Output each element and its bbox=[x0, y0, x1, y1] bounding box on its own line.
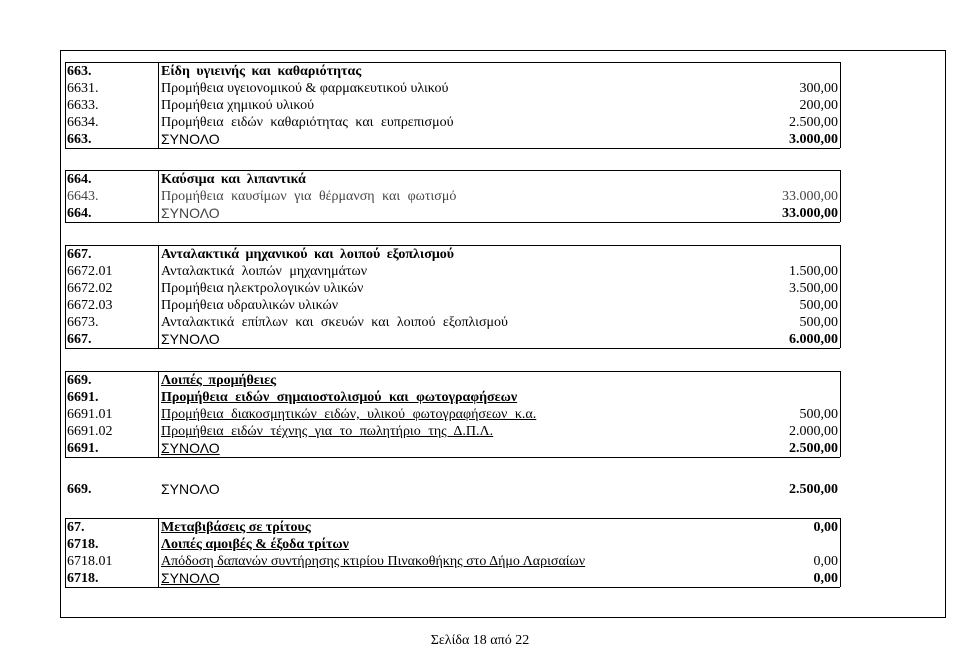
account-amount: 200,00 bbox=[799, 98, 838, 113]
table-rule bbox=[158, 170, 159, 222]
table-row bbox=[65, 171, 840, 188]
table-rule bbox=[65, 245, 840, 246]
account-amount: 500,00 bbox=[799, 407, 838, 422]
table-row bbox=[65, 263, 840, 280]
account-code: 6643. bbox=[67, 189, 99, 204]
table-row bbox=[65, 519, 840, 536]
account-description: Απόδοση δαπανών συντήρησης κτιρίου Πινακοθήκης στο Δήμο Λαρισαίων bbox=[161, 554, 586, 569]
account-code: 6633. bbox=[67, 98, 99, 113]
account-amount: 500,00 bbox=[799, 315, 838, 330]
table-row bbox=[65, 372, 840, 389]
account-code: 6672.03 bbox=[67, 298, 113, 313]
account-amount: 300,00 bbox=[799, 81, 838, 96]
account-amount: 500,00 bbox=[799, 298, 838, 313]
table-rule bbox=[65, 148, 840, 149]
account-code: 6672.01 bbox=[67, 264, 113, 279]
account-description: Προμήθεια ηλεκτρολογικών υλικών bbox=[161, 281, 364, 296]
total-row bbox=[65, 131, 840, 148]
table-rule bbox=[840, 170, 841, 222]
table-rule bbox=[158, 245, 159, 348]
table-rule bbox=[65, 62, 66, 148]
table-row bbox=[65, 423, 840, 440]
table-rule bbox=[158, 62, 159, 148]
account-amount: 0,00 bbox=[813, 554, 838, 569]
table-rule bbox=[65, 518, 66, 587]
account-code: 6718. bbox=[67, 571, 99, 586]
account-code: 663. bbox=[67, 64, 92, 79]
total-amount: 2.500,00 bbox=[789, 441, 838, 456]
account-description: Προμήθεια υδραυλικών υλικών bbox=[161, 298, 339, 313]
account-amount: 2.500,00 bbox=[789, 115, 838, 130]
account-code: 67. bbox=[67, 520, 85, 535]
total-row bbox=[65, 440, 840, 457]
table-rule bbox=[65, 62, 840, 63]
account-description: Προμήθεια ειδών καθαριότητας και ευπρεπισμού bbox=[161, 115, 454, 130]
table-rule bbox=[65, 222, 840, 223]
table-row bbox=[65, 97, 840, 114]
table-rule bbox=[65, 245, 66, 348]
total-amount: 2.500,00 bbox=[789, 482, 838, 497]
table-row bbox=[65, 114, 840, 131]
account-description: Λοιπές αμοιβές & έξοδα τρίτων bbox=[161, 537, 349, 552]
table-rule bbox=[840, 62, 841, 148]
account-description: Προμήθεια ειδών τέχνης για το πωλητήριο της Δ.Π.Λ. bbox=[161, 424, 494, 439]
total-amount: 0,00 bbox=[813, 571, 838, 586]
account-amount: 2.000,00 bbox=[789, 424, 838, 439]
account-code: 6673. bbox=[67, 315, 99, 330]
table-rule bbox=[65, 170, 66, 222]
account-description: Ανταλακτικά λοιπών μηχανημάτων bbox=[161, 264, 368, 279]
account-description: Προμήθεια διακοσμητικών ειδών, υλικού φωτογραφήσεων κ.α. bbox=[161, 407, 537, 422]
table-row bbox=[65, 63, 840, 80]
table-rule bbox=[65, 170, 840, 171]
account-code: 6691.02 bbox=[67, 424, 113, 439]
account-description: Είδη υγιεινής και καθαριότητας bbox=[161, 64, 362, 79]
account-code: 6691.01 bbox=[67, 407, 113, 422]
account-code: 6691. bbox=[67, 390, 99, 405]
table-row bbox=[65, 297, 840, 314]
table-rule bbox=[158, 371, 159, 457]
table-rule bbox=[840, 371, 841, 457]
account-amount: 3.500,00 bbox=[789, 281, 838, 296]
account-description: Ανταλακτικά επίπλων και σκευών και λοιπού εξοπλισμού bbox=[161, 315, 508, 330]
account-amount: 33.000,00 bbox=[782, 189, 838, 204]
account-amount: 1.500,00 bbox=[789, 264, 838, 279]
total-row bbox=[65, 570, 840, 587]
account-code: 6691. bbox=[67, 441, 99, 456]
table-rule bbox=[65, 457, 840, 458]
table-rule bbox=[65, 371, 66, 457]
account-code: 667. bbox=[67, 332, 92, 347]
table-rule bbox=[840, 245, 841, 348]
account-description: Μεταβιβάσεις σε τρίτους bbox=[161, 520, 311, 535]
table-rule bbox=[65, 348, 840, 349]
table-row bbox=[65, 406, 840, 423]
total-label: ΣΥΝΟΛΟ bbox=[161, 131, 220, 147]
table-rule bbox=[65, 587, 840, 588]
table-row bbox=[65, 553, 840, 570]
account-code: 6718.01 bbox=[67, 554, 113, 569]
account-description: Καύσιμα και λιπαντικά bbox=[161, 172, 306, 187]
account-amount: 0,00 bbox=[813, 520, 838, 535]
account-description: Προμήθεια ειδών σημαιοστολισμού και φωτογραφήσεων bbox=[161, 390, 518, 405]
table-row bbox=[65, 80, 840, 97]
account-code: 664. bbox=[67, 172, 92, 187]
account-code: 667. bbox=[67, 247, 92, 262]
account-code: 663. bbox=[67, 132, 92, 147]
page-number: Σελίδα 18 από 22 bbox=[430, 633, 530, 648]
total-row bbox=[65, 331, 840, 348]
total-row bbox=[65, 205, 840, 222]
total-label: ΣΥΝΟΛΟ bbox=[161, 440, 220, 456]
table-row bbox=[65, 389, 840, 406]
total-amount: 33.000,00 bbox=[782, 206, 838, 221]
account-code: 6718. bbox=[67, 537, 99, 552]
account-code: 6631. bbox=[67, 81, 99, 96]
account-description: Προμήθεια καυσίμων για θέρμανση και φωτισμό bbox=[161, 189, 457, 204]
account-description: Προμήθεια υγειονομικού & φαρμακευτικού υλικού bbox=[161, 81, 449, 96]
table-rule bbox=[840, 518, 841, 587]
account-code: 669. bbox=[67, 373, 92, 388]
total-amount: 6.000,00 bbox=[789, 332, 838, 347]
table-row bbox=[65, 188, 840, 205]
table-rule bbox=[65, 371, 840, 372]
account-code: 664. bbox=[67, 206, 92, 221]
account-code: 669. bbox=[67, 482, 92, 497]
table-row bbox=[65, 280, 840, 297]
total-label: ΣΥΝΟΛΟ bbox=[161, 331, 220, 347]
grand-total-row bbox=[65, 481, 840, 498]
total-label: ΣΥΝΟΛΟ bbox=[161, 481, 220, 497]
account-description: Ανταλακτικά μηχανικού και λοιπού εξοπλισμού bbox=[161, 247, 455, 262]
table-rule bbox=[65, 518, 840, 519]
total-label: ΣΥΝΟΛΟ bbox=[161, 205, 220, 221]
table-row bbox=[65, 246, 840, 263]
table-row bbox=[65, 536, 840, 553]
total-amount: 3.000,00 bbox=[789, 132, 838, 147]
account-code: 6634. bbox=[67, 115, 99, 130]
table-row bbox=[65, 314, 840, 331]
total-label: ΣΥΝΟΛΟ bbox=[161, 570, 220, 586]
account-code: 6672.02 bbox=[67, 281, 113, 296]
account-description: Λοιπές προμήθειες bbox=[161, 373, 276, 388]
account-description: Προμήθεια χημικού υλικού bbox=[161, 98, 315, 113]
table-rule bbox=[158, 518, 159, 587]
